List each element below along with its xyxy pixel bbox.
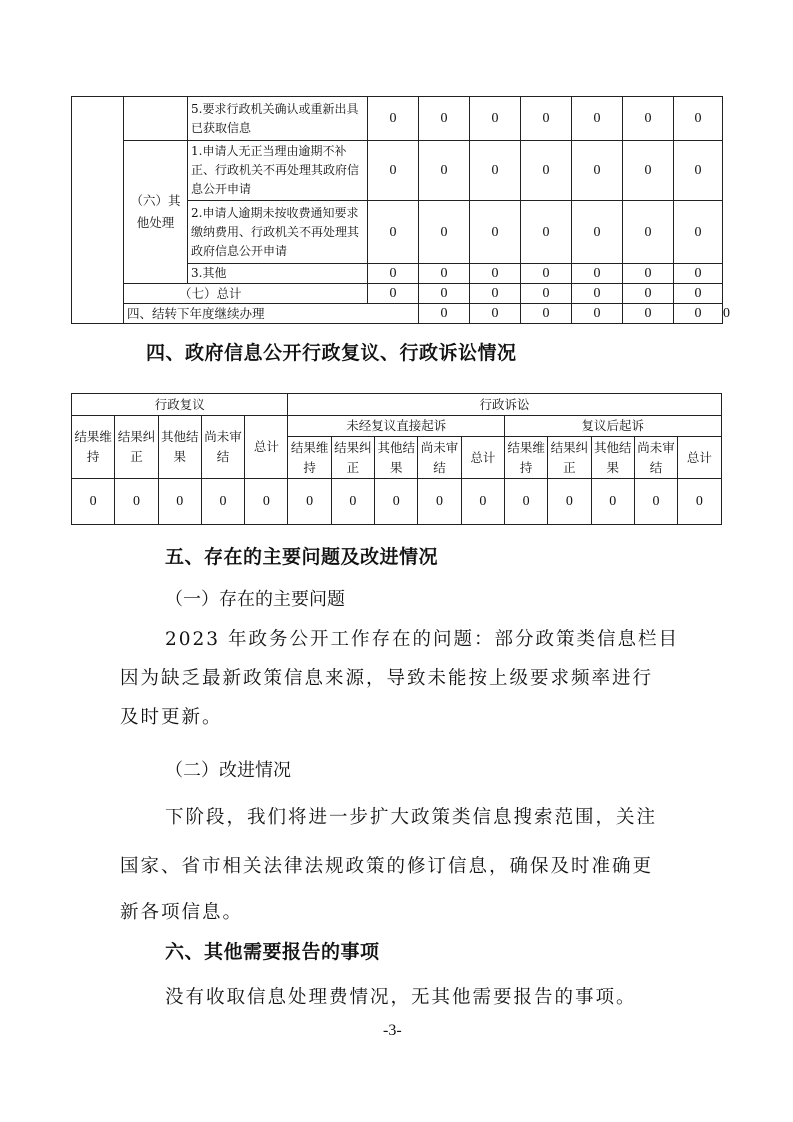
outcome-table [71,96,730,324]
paragraph-other: 没有收取信息处理费情况，无其他需要报告的事项。 [165,987,637,1008]
cell-value: 0 [572,97,623,141]
cell-value: 0 [521,141,572,201]
sub2-title: （二）改进情况 [165,760,291,781]
cell-value: 0 [470,304,521,324]
cell-value: 0 [623,304,674,324]
section4-title: 四、政府信息公开行政复议、行政诉讼情况 [146,342,517,364]
blank-cell [124,97,188,141]
cell-value: 0 [623,284,674,304]
table-row: 四、结转下年度继续办理 0 0 0 0 0 0 0 [72,304,723,324]
cell-value: 0 [521,304,572,324]
cell-value: 0 [419,284,470,304]
section5-title: 五、存在的主要问题及改进情况 [165,546,439,568]
cell-value: 0 [418,479,461,525]
cell-value: 0 [572,201,623,264]
group-label: （六）其他处理 [124,141,188,284]
cell-value: 0 [470,141,521,201]
cell-value: 0 [115,479,158,525]
cell-value: 0 [674,304,723,324]
table-row [72,479,722,525]
cell-value: 0 [572,284,623,304]
cell-value: 0 [521,264,572,284]
cell-value: 0 [674,201,723,264]
direct-suit-header: 未经复议直接起诉 [288,416,504,437]
cell-value: 0 [288,479,331,525]
col-header: 尚未审结 [418,437,461,479]
cell-value: 0 [548,479,591,525]
cell-value: 0 [521,201,572,264]
row-desc: 1.申请人无正当理由逾期不补正、行政机关不再处理其政府信息公开申请 [188,141,368,201]
row-desc: 5.要求行政机关确认或重新出具已获取信息 [188,97,368,141]
cell-value: 0 [623,264,674,284]
cell-value: 0 [331,479,374,525]
cell-value: 0 [375,479,418,525]
review-litigation-table [71,393,722,525]
cell-value: 0 [470,264,521,284]
col-header: 结果纠正 [548,437,591,479]
cell-value: 0 [201,479,244,525]
page-number: -3- [383,1022,402,1039]
cell-value: 0 [470,201,521,264]
left-blank-cell [72,97,124,324]
cell-value: 0 [419,201,470,264]
cell-value: 0 [623,141,674,201]
col-header: 结果纠正 [331,437,374,479]
cell-value: 0 [678,479,721,525]
cell-value: 0 [368,284,419,304]
col-header: 总计 [678,437,721,479]
admin-litigation-header: 行政诉讼 [288,394,721,416]
cell-value: 0 [419,304,470,324]
cell-value: 0 [368,97,419,141]
cell-value: 0 [521,284,572,304]
paragraph-line: 2023 年政务公开工作存在的问题：部分政策类信息栏目 [165,629,679,650]
paragraph-line: 新各项信息。 [120,902,244,923]
col-header: 总计 [245,416,288,479]
cell-value: 0 [158,479,201,525]
cell-value: 0 [634,479,677,525]
admin-review-header: 行政复议 [72,394,288,416]
carryover-label: 四、结转下年度继续办理 [124,304,419,324]
cell-value: 0 [674,97,723,141]
cell-value: 0 [368,141,419,201]
cell-value: 0 [623,97,674,141]
col-header: 结果维持 [288,437,331,479]
col-header: 其他结果 [375,437,418,479]
cell-value: 0 [572,304,623,324]
table-row [72,416,722,437]
col-header: 其他结果 [158,416,201,479]
paragraph-line: 下阶段，我们将进一步扩大政策类信息搜索范围，关注 [165,807,658,828]
col-header: 尚未审结 [634,437,677,479]
cell-value: 0 [368,201,419,264]
cell-value: 0 [368,264,419,284]
col-header: 结果纠正 [115,416,158,479]
row-desc: 3.其他 [188,264,368,284]
cell-value: 0 [504,479,547,525]
cell-value: 0 [572,264,623,284]
cell-value: 0 [461,479,504,525]
section6-title: 六、其他需要报告的事项 [165,941,380,963]
cell-value: 0 [674,284,723,304]
cell-value: 0 [419,141,470,201]
col-header: 结果维持 [72,416,115,479]
col-header: 结果维持 [504,437,547,479]
table-row [72,284,723,304]
cell-value: 0 [674,141,723,201]
cell-value: 0 [245,479,288,525]
row-desc: 2.申请人逾期未按收费通知要求缴纳费用、行政机关不再处理其政府信息公开申请 [188,201,368,264]
col-header: 尚未审结 [201,416,244,479]
cell-value: 0 [572,141,623,201]
paragraph-line: 及时更新。 [120,707,223,728]
paragraph-line: 因为缺乏最新政策信息来源，导致未能按上级要求频率进行 [120,668,654,689]
table-row [72,141,723,201]
col-header: 其他结果 [591,437,634,479]
cell-value: 0 [419,264,470,284]
col-header: 总计 [461,437,504,479]
cell-value: 0 [591,479,634,525]
paragraph-line: 国家、省市相关法律法规政策的修订信息，确保及时准确更 [120,856,654,877]
cell-value: 0 [470,97,521,141]
table-row [72,97,723,141]
after-review-suit-header: 复议后起诉 [504,416,721,437]
cell-value: 0 [419,97,470,141]
cell-value: 0 [674,264,723,284]
cell-value: 0 [470,284,521,304]
cell-value: 0 [521,97,572,141]
total-label: （七）总计 [124,284,368,304]
table-row [72,394,722,416]
cell-value: 0 [623,201,674,264]
sub1-title: （一）存在的主要问题 [165,589,345,610]
cell-value: 0 [72,479,115,525]
